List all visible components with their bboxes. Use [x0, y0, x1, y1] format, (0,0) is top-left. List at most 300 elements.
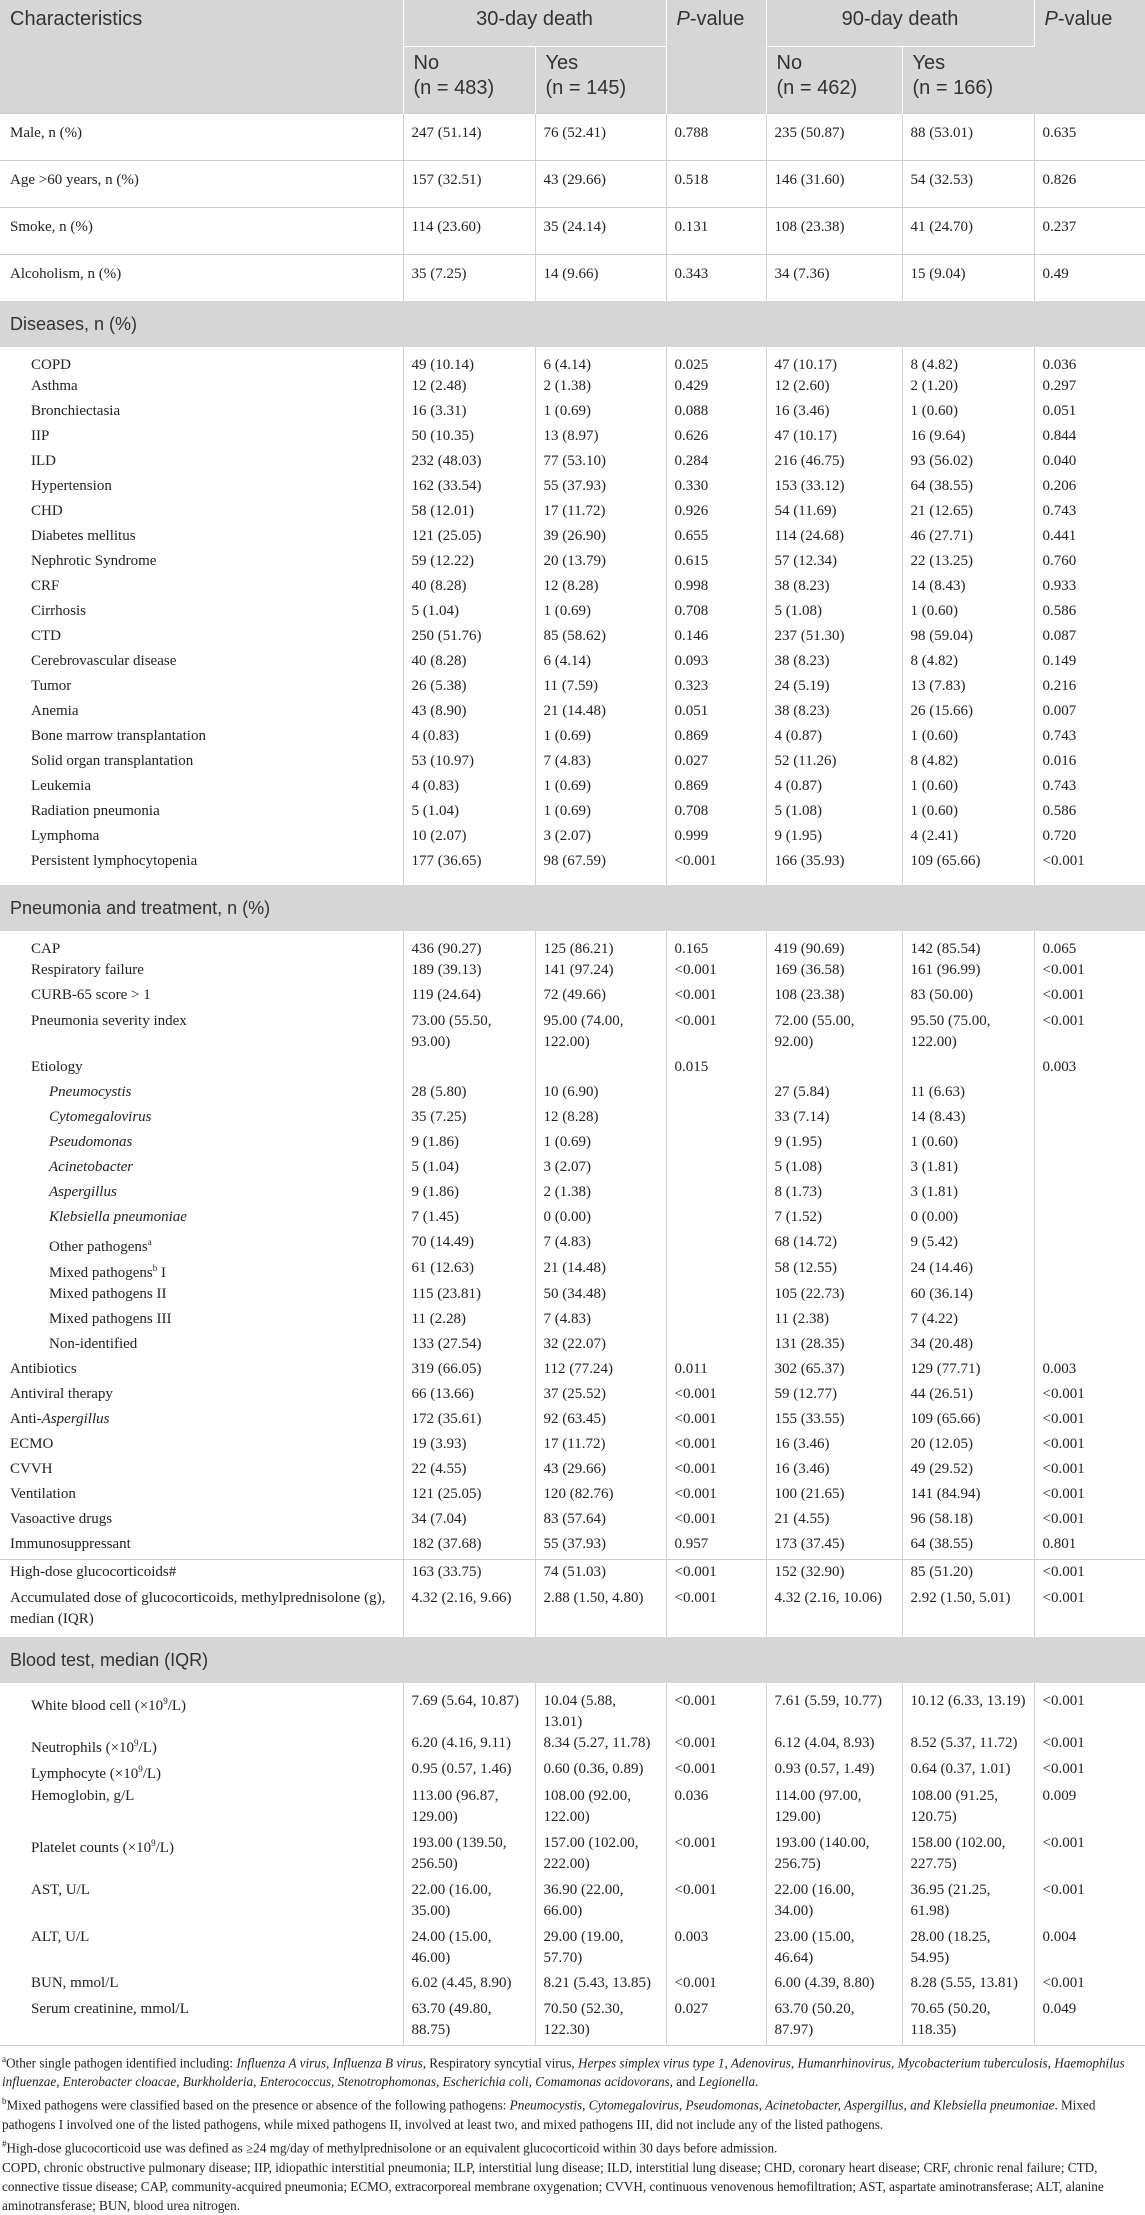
table-row [0, 701, 1145, 726]
table-cell: 20 (12.05) [902, 1434, 1034, 1459]
table-cell: <0.001 [1042, 853, 1085, 869]
table-cell: 162 (33.54) [403, 476, 535, 501]
table-row [0, 1409, 1145, 1434]
table-row [0, 601, 1145, 626]
table-cell: 0.429 [666, 376, 766, 401]
row-label: Accumulated dose of glucocorticoids, methylprednisolone (g), median (IQR) [0, 1587, 403, 1637]
table-cell: <0.001 [1042, 1835, 1085, 1851]
table-cell [666, 1207, 766, 1232]
table-cell: 43 (29.66) [535, 1459, 666, 1484]
table-cell: 0.051 [1042, 403, 1077, 419]
table-cell: <0.001 [666, 1509, 766, 1534]
table-cell: 0 (0.00) [902, 1207, 1034, 1232]
table-row [0, 726, 1145, 751]
table-cell: 11 (2.38) [766, 1309, 902, 1334]
table-cell: 83 (50.00) [902, 985, 1034, 1010]
table-cell: 6.00 (4.39, 8.80) [766, 1973, 902, 1998]
table-cell: 172 (35.61) [403, 1409, 535, 1434]
table-cell: 1 (0.69) [535, 801, 666, 826]
table-cell: 41 (24.70) [902, 208, 1034, 255]
table-cell: 72.00 (55.00, 92.00) [766, 1010, 902, 1057]
table-cell: 2.92 (1.50, 5.01) [902, 1587, 1034, 1637]
footnote-hash: #High-dose glucocorticoid use was defined as ≥24 mg/day of methylprednisolone or an equivalent glucocorticoid within 30 days before admission. [2, 2138, 778, 2156]
table-cell: 12 (2.60) [766, 376, 902, 401]
table-cell: 13 (7.83) [902, 676, 1034, 701]
table-cell: 1 (0.69) [535, 1132, 666, 1157]
table-cell: 55 (37.93) [535, 1534, 666, 1560]
table-row [0, 1759, 1145, 1785]
table-cell [1034, 1207, 1145, 1232]
table-cell: 0.003 [666, 1926, 766, 1973]
table-cell: 163 (33.75) [403, 1560, 535, 1588]
table-cell: 0.343 [666, 255, 766, 302]
table-cell [902, 1057, 1034, 1082]
footnote-a: $^a$Other single pathogen identified including: Influenza A virus, Influenza B virus, Respiratory syncytial virus, Herpes simplex virus type 1, Adenovirus, Humanrhinovirus, Mycobacterium tuberculosis, Haemophilus influenzae, Enterobacter cloacae, Burkholderia, Enterococcus, Stenotrophomonas, Escherichia coli, Comamonas acidovorans, and Legionella. [2, 2054, 1125, 2090]
table-cell: 7 (1.52) [766, 1207, 902, 1232]
table-row [0, 851, 1145, 885]
row-label: Diseases, n (%) [0, 301, 1145, 347]
table-cell: 16 (3.31) [403, 401, 535, 426]
table-cell: 0.284 [666, 451, 766, 476]
table-cell: 7.61 (5.59, 10.77) [766, 1683, 902, 1733]
table-cell: <0.001 [666, 1560, 766, 1588]
table-cell: 14 (9.66) [535, 255, 666, 302]
table-row [0, 985, 1145, 1010]
table-cell: 0.926 [666, 501, 766, 526]
table-cell [666, 1309, 766, 1334]
table-cell: 98 (67.59) [535, 851, 666, 885]
table-cell: 95.50 (75.00, 122.00) [902, 1010, 1034, 1057]
table-cell: 39 (26.90) [535, 526, 666, 551]
row-label: Immunosuppressant [0, 1534, 403, 1560]
table-cell: 182 (37.68) [403, 1534, 535, 1560]
table-cell: 0.009 [1042, 1788, 1077, 1804]
table-cell: 5 (1.04) [403, 801, 535, 826]
table-cell: 141 (97.24) [535, 960, 666, 985]
table-cell: 34 (20.48) [902, 1334, 1034, 1359]
table-cell: 1 (0.60) [902, 801, 1034, 826]
table-cell: 28 (5.80) [403, 1082, 535, 1107]
table-cell: 61 (12.63) [403, 1258, 535, 1284]
table-row [0, 526, 1145, 551]
row-label: Blood test, median (IQR) [0, 1637, 1145, 1683]
table-cell: 1 (0.60) [902, 776, 1034, 801]
table-cell: 49 (29.52) [902, 1459, 1034, 1484]
table-cell: <0.001 [1034, 1560, 1145, 1588]
table-cell: 8 (1.73) [766, 1182, 902, 1207]
other-pathogens-label: Other pathogens$^a$ [0, 1232, 403, 1258]
table-cell: <0.001 [666, 1759, 766, 1785]
table-cell: 120 (82.76) [535, 1484, 666, 1509]
table-row [0, 1926, 1145, 1973]
table-cell: <0.001 [1042, 1735, 1085, 1751]
table-cell: 0.999 [666, 826, 766, 851]
table-cell: 22.00 (16.00, 35.00) [403, 1879, 535, 1926]
table-cell: 12 (8.28) [535, 1107, 666, 1132]
row-label: Antiviral therapy [0, 1384, 403, 1409]
table-cell: 11 (6.63) [902, 1082, 1034, 1107]
row-label: Pneumocystis [0, 1082, 403, 1107]
table-row [0, 1733, 1145, 1759]
table-cell: 22 (4.55) [403, 1459, 535, 1484]
table-cell: 1 (0.60) [902, 601, 1034, 626]
table-cell: 133 (27.54) [403, 1334, 535, 1359]
table-cell: 16 (3.46) [766, 1459, 902, 1484]
table-cell: 0.933 [1042, 578, 1077, 594]
table-cell: 5 (1.04) [403, 601, 535, 626]
table-row [0, 551, 1145, 576]
row-label: Serum creatinine, mmol/L [0, 1998, 403, 2046]
table-cell [666, 1157, 766, 1182]
table-cell: <0.001 [1042, 1436, 1085, 1452]
table-cell: 40 (8.28) [403, 651, 535, 676]
table-cell: 35 (7.25) [403, 1107, 535, 1132]
table-cell: 17 (11.72) [535, 501, 666, 526]
table-cell: 58 (12.01) [403, 501, 535, 526]
table-cell: 3 (1.81) [902, 1157, 1034, 1182]
table-cell: 64 (38.55) [902, 1534, 1034, 1560]
row-label: Cytomegalovirus [0, 1107, 403, 1132]
table-cell: 177 (36.65) [403, 851, 535, 885]
table-cell: <0.001 [1042, 1761, 1085, 1777]
table-cell: 5 (1.08) [766, 1157, 902, 1182]
table-cell: <0.001 [666, 1384, 766, 1409]
table-cell: 9 (5.42) [902, 1232, 1034, 1258]
table-cell: 24 (5.19) [766, 676, 902, 701]
table-cell: 114 (23.60) [403, 208, 535, 255]
table-cell: 6.02 (4.45, 8.90) [403, 1973, 535, 1998]
table-cell: 0.297 [1042, 378, 1077, 394]
table-cell: 0.049 [1042, 2001, 1077, 2017]
row-label: Nephrotic Syndrome [0, 551, 403, 576]
table-cell: 0.146 [666, 626, 766, 651]
row-label: Antibiotics [0, 1359, 403, 1384]
table-row [0, 1157, 1145, 1182]
row-label: ALT, U/L [0, 1926, 403, 1973]
table-cell: 6.12 (4.04, 8.93) [766, 1733, 902, 1759]
header-no-90: No (n = 462) [766, 47, 902, 114]
table-body [0, 114, 1145, 2046]
table-cell [535, 1057, 666, 1082]
table-cell [1034, 1082, 1145, 1107]
table-cell: 0.957 [666, 1534, 766, 1560]
table-cell: 68 (14.72) [766, 1232, 902, 1258]
table-cell: <0.001 [1042, 1411, 1085, 1427]
row-label: Mixed pathogens II [0, 1284, 403, 1309]
table-row [0, 576, 1145, 601]
table-cell: 121 (25.05) [403, 526, 535, 551]
table-row [0, 1082, 1145, 1107]
table-cell: 70.65 (50.20, 118.35) [902, 1998, 1034, 2046]
table-cell: 0.626 [666, 426, 766, 451]
table-cell: 0.065 [1042, 941, 1077, 957]
table-cell: 23.00 (15.00, 46.64) [766, 1926, 902, 1973]
table-cell: 40 (8.28) [403, 576, 535, 601]
table-cell: 14 (8.43) [902, 576, 1034, 601]
table-cell: 1 (0.60) [902, 726, 1034, 751]
table-cell: 20 (13.79) [535, 551, 666, 576]
table-cell: 108 (23.38) [766, 985, 902, 1010]
table-row [0, 347, 1145, 376]
table-cell: <0.001 [666, 1733, 766, 1759]
table-cell: 15 (9.04) [902, 255, 1034, 302]
table-cell: 29.00 (19.00, 57.70) [535, 1926, 666, 1973]
row-label: Cerebrovascular disease [0, 651, 403, 676]
table-cell: 58 (12.55) [766, 1258, 902, 1284]
row-label: Hemoglobin, g/L [0, 1785, 403, 1832]
table-cell: 54 (32.53) [902, 161, 1034, 208]
table-cell: <0.001 [1042, 1975, 1085, 1991]
row-label: COPD [0, 347, 403, 376]
table-cell: 26 (15.66) [902, 701, 1034, 726]
table-cell: <0.001 [1042, 1461, 1085, 1477]
table-row [0, 401, 1145, 426]
table-cell: 9 (1.86) [403, 1182, 535, 1207]
row-label: CRF [0, 576, 403, 601]
table-cell: 59 (12.22) [403, 551, 535, 576]
table-cell: 33 (7.14) [766, 1107, 902, 1132]
table-cell: 0.088 [666, 401, 766, 426]
table-cell: 119 (24.64) [403, 985, 535, 1010]
table-header [0, 0, 1145, 114]
table-cell: 114 (24.68) [766, 526, 902, 551]
table-cell: 108.00 (92.00, 122.00) [535, 1785, 666, 1832]
table-cell: 105 (22.73) [766, 1284, 902, 1309]
table-cell [666, 1107, 766, 1132]
table-row-etiology [0, 1057, 1145, 1082]
table-cell: 152 (32.90) [766, 1560, 902, 1588]
table-cell: <0.001 [666, 1683, 766, 1733]
table-row [0, 1384, 1145, 1409]
table-cell: 1 (0.60) [902, 1132, 1034, 1157]
table-row [0, 1359, 1145, 1384]
table-cell: 0.64 (0.37, 1.01) [902, 1759, 1034, 1785]
header-30-day-death: 30-day death [403, 0, 666, 47]
table-cell: 3 (1.81) [902, 1182, 1034, 1207]
anti-aspergillus-label: Anti-Aspergillus [0, 1409, 403, 1434]
section-header-diseases [0, 301, 1145, 347]
table-cell: 24.00 (15.00, 46.00) [403, 1926, 535, 1973]
header-90-day-death: 90-day death [766, 0, 1034, 47]
table-cell: 1 (0.69) [535, 401, 666, 426]
table-cell: 4 (0.87) [766, 776, 902, 801]
table-cell: 0.743 [1042, 728, 1077, 744]
table-cell: 155 (33.55) [766, 1409, 902, 1434]
row-label: Radiation pneumonia [0, 801, 403, 826]
table-cell: 216 (46.75) [766, 451, 902, 476]
table-cell: 70.50 (52.30, 122.30) [535, 1998, 666, 2046]
table-cell: 146 (31.60) [766, 161, 902, 208]
table-cell: <0.001 [1042, 1511, 1085, 1527]
table-row [0, 255, 1145, 302]
row-label: CHD [0, 501, 403, 526]
table-cell [666, 1258, 766, 1284]
table-cell: 66 (13.66) [403, 1384, 535, 1409]
table-cell: 0.788 [666, 114, 766, 161]
table-cell: 3 (2.07) [535, 1157, 666, 1182]
table-cell: 115 (23.81) [403, 1284, 535, 1309]
table-row [0, 208, 1145, 255]
table-cell: 2.88 (1.50, 4.80) [535, 1587, 666, 1637]
table-cell: 46 (27.71) [902, 526, 1034, 551]
table-cell: 8.52 (5.37, 11.72) [902, 1733, 1034, 1759]
table-cell: 17 (11.72) [535, 1434, 666, 1459]
table-cell: 0.165 [666, 931, 766, 960]
table-cell [666, 1132, 766, 1157]
table-cell: 73.00 (55.50, 93.00) [403, 1010, 535, 1057]
header-p-value-30: P-value [666, 0, 766, 114]
table-cell [1034, 1157, 1145, 1182]
row-label: Anemia [0, 701, 403, 726]
table-row [0, 651, 1145, 676]
row-label: Hypertension [0, 476, 403, 501]
table-cell: 36.95 (21.25, 61.98) [902, 1879, 1034, 1926]
table-cell: 9 (1.95) [766, 826, 902, 851]
table-cell: 7 (4.83) [535, 1232, 666, 1258]
table-cell: 0.518 [666, 161, 766, 208]
table-cell: <0.001 [1042, 1013, 1085, 1029]
row-label: Leukemia [0, 776, 403, 801]
header-yes-90: Yes (n = 166) [902, 47, 1034, 114]
table-cell: 34 (7.36) [766, 255, 902, 302]
footnote-abbreviations: COPD, chronic obstructive pulmonary disease; IIP, idiopathic interstitial pneumonia; ILP, interstitial lung disease; ILD, interstitial lung disease; CHD, coronary heart disease; CRF, chronic renal failure; CTD, connective tissue disease; CAP, community-acquired pneumonia; ECMO, extracorporeal membrane oxygenation; CVVH, continuous venovenous hemofiltration; AST, aspartate aminotransferase; ALT, alanine aminotransferase; BUN, blood urea nitrogen. [2, 2160, 1104, 2214]
table-cell: 5 (1.08) [766, 801, 902, 826]
table-cell: <0.001 [1042, 962, 1085, 978]
table-cell: 0.206 [1042, 478, 1077, 494]
table-row [0, 751, 1145, 776]
table-cell: 7.69 (5.64, 10.87) [403, 1683, 535, 1733]
table-cell: 10 (6.90) [535, 1082, 666, 1107]
table-cell: <0.001 [666, 1459, 766, 1484]
row-label: Ventilation [0, 1484, 403, 1509]
lymphocyte-label: Lymphocyte $(\times 10^9/L)$ [0, 1759, 403, 1785]
table-cell: 0.027 [666, 751, 766, 776]
table-cell: 57 (12.34) [766, 551, 902, 576]
table-cell: 121 (25.05) [403, 1484, 535, 1509]
table-row [0, 1284, 1145, 1309]
table-cell: 0.087 [1042, 628, 1077, 644]
table-row [0, 776, 1145, 801]
table-cell: 157.00 (102.00, 222.00) [535, 1832, 666, 1879]
table-cell: 63.70 (50.20, 87.97) [766, 1998, 902, 2046]
table-cell: 8 (4.82) [902, 651, 1034, 676]
table-cell: 142 (85.54) [902, 931, 1034, 960]
table-cell: 77 (53.10) [535, 451, 666, 476]
table-cell: 189 (39.13) [403, 960, 535, 985]
table-cell: <0.001 [666, 1973, 766, 1998]
table-cell: 10.12 (6.33, 13.19) [902, 1683, 1034, 1733]
row-label: BUN, mmol/L [0, 1973, 403, 1998]
table-cell [666, 1082, 766, 1107]
table-row [0, 1484, 1145, 1509]
table-cell [1034, 1309, 1145, 1334]
table-cell: 4 (0.83) [403, 726, 535, 751]
table-cell: 8.34 (5.27, 11.78) [535, 1733, 666, 1759]
table-cell: 419 (90.69) [766, 931, 902, 960]
table-cell: 0.586 [1042, 603, 1077, 619]
table-cell: 6 (4.14) [535, 651, 666, 676]
table-cell: 1 (0.69) [535, 776, 666, 801]
table-cell: 44 (26.51) [902, 1384, 1034, 1409]
table-cell: 2 (1.38) [535, 376, 666, 401]
table-cell [666, 1232, 766, 1258]
table-cell: 0.708 [666, 601, 766, 626]
table-cell: 11 (2.28) [403, 1309, 535, 1334]
table-row [0, 1459, 1145, 1484]
row-label: Persistent lymphocytopenia [0, 851, 403, 885]
row-label: Bone marrow transplantation [0, 726, 403, 751]
row-label: Tumor [0, 676, 403, 701]
table-cell: 92 (63.45) [535, 1409, 666, 1434]
table-cell: 47 (10.17) [766, 347, 902, 376]
table-cell: 0.635 [1034, 114, 1145, 161]
table-cell: 0.708 [666, 801, 766, 826]
table-cell: 0.869 [666, 776, 766, 801]
table-cell: 141 (84.94) [902, 1484, 1034, 1509]
row-label: Diabetes mellitus [0, 526, 403, 551]
table-cell: 166 (35.93) [766, 851, 902, 885]
table-cell: 8.21 (5.43, 13.85) [535, 1973, 666, 1998]
table-cell: <0.001 [666, 1409, 766, 1434]
table-cell: 0.027 [666, 1998, 766, 2046]
row-label: IIP [0, 426, 403, 451]
table-cell: 237 (51.30) [766, 626, 902, 651]
table-cell: 0.025 [666, 347, 766, 376]
table-cell: 13 (8.97) [535, 426, 666, 451]
table-cell: 232 (48.03) [403, 451, 535, 476]
table-row [0, 426, 1145, 451]
table-cell: 85 (51.20) [902, 1560, 1034, 1588]
table-cell: 38 (8.23) [766, 576, 902, 601]
row-label: CAP [0, 931, 403, 960]
table-cell: <0.001 [666, 1879, 766, 1926]
row-label: Respiratory failure [0, 960, 403, 985]
table-cell: 0.003 [1042, 1361, 1077, 1377]
table-cell: <0.001 [666, 1010, 766, 1057]
table-cell [403, 1057, 535, 1082]
table-footnotes [0, 2046, 1145, 2215]
table-cell: 0.615 [666, 551, 766, 576]
table-cell: 38 (8.23) [766, 651, 902, 676]
mixed-pathogens-i-label: Mixed pathogens$^b$ I [0, 1258, 403, 1284]
table-cell: 8 (4.82) [902, 751, 1034, 776]
table-cell: 22.00 (16.00, 34.00) [766, 1879, 902, 1926]
table-cell: 32 (22.07) [535, 1334, 666, 1359]
table-cell: 3 (2.07) [535, 826, 666, 851]
table-cell: 5 (1.08) [766, 601, 902, 626]
table-cell: 37 (25.52) [535, 1384, 666, 1409]
table-cell: 88 (53.01) [902, 114, 1034, 161]
table-cell: 161 (96.99) [902, 960, 1034, 985]
table-cell: 35 (24.14) [535, 208, 666, 255]
table-cell: 10 (2.07) [403, 826, 535, 851]
table-cell: <0.001 [666, 960, 766, 985]
table-cell: 4.32 (2.16, 10.06) [766, 1587, 902, 1637]
table-cell: <0.001 [1042, 1486, 1085, 1502]
table-cell: 63.70 (49.80, 88.75) [403, 1998, 535, 2046]
table-cell: 0.015 [666, 1057, 766, 1082]
table-cell: 93 (56.02) [902, 451, 1034, 476]
table-row [0, 626, 1145, 651]
table-cell: 60 (36.14) [902, 1284, 1034, 1309]
table-row [0, 451, 1145, 476]
table-cell: 436 (90.27) [403, 931, 535, 960]
table-cell [666, 1182, 766, 1207]
table-cell: 109 (65.66) [902, 1409, 1034, 1434]
table-row [0, 1683, 1145, 1733]
row-label: Cirrhosis [0, 601, 403, 626]
row-label: Smoke, n (%) [0, 208, 403, 255]
